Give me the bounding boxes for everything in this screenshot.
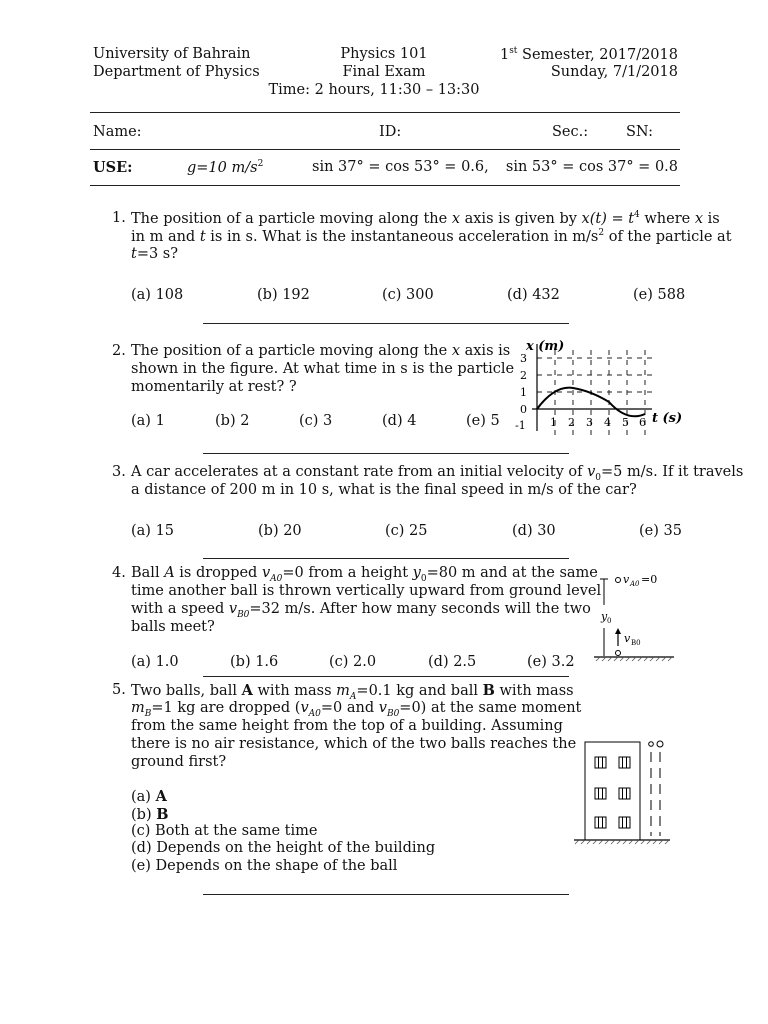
- y-tick-3: 3: [520, 352, 527, 365]
- svg-text:=0: =0: [641, 573, 658, 586]
- question-5-line-4: there is no air resistance, which of the two balls reaches the: [131, 736, 577, 752]
- two-balls-figure: [590, 568, 680, 664]
- question-2-line-2: shown in the figure. At what time in s is the particle: [131, 361, 515, 377]
- department-name: Department of Physics: [93, 64, 260, 80]
- exam-time: Time: 2 hours, 11:30 – 13:30: [268, 82, 480, 98]
- question-3-number: 3.: [112, 464, 126, 480]
- q5-option-d[interactable]: (d) Depends on the height of the building: [131, 840, 436, 856]
- ball-a-icon: [649, 742, 654, 747]
- q4-option-a[interactable]: (a) 1.0: [131, 654, 179, 670]
- question-2-line-3: momentarily at rest? ?: [131, 379, 297, 395]
- question-5-line-5: ground first?: [131, 754, 227, 770]
- q1-option-e[interactable]: (e) 588: [633, 287, 686, 303]
- ball-b-icon: [616, 651, 621, 656]
- x-tick-5: 5: [622, 416, 629, 429]
- q1-option-b[interactable]: (b) 192: [257, 287, 310, 303]
- q1-option-d[interactable]: (d) 432: [507, 287, 560, 303]
- question-2-line-1: The position of a particle moving along the x axis is: [131, 343, 511, 359]
- question-5-divider: [203, 894, 569, 895]
- ball-a-icon: [616, 578, 621, 583]
- question-3-divider: [203, 558, 569, 559]
- building: [585, 742, 640, 840]
- q3-option-b[interactable]: (b) 20: [258, 523, 302, 539]
- question-4-divider: [203, 676, 569, 677]
- sn-field-label: SN:: [626, 124, 653, 140]
- up-arrow-icon: [615, 628, 621, 634]
- ball-b-icon: [657, 741, 663, 747]
- q3-option-c[interactable]: (c) 25: [385, 523, 428, 539]
- gravity-constant: g=10 $m/s^2$: [187, 159, 264, 176]
- question-4-number: 4.: [112, 565, 126, 581]
- q3-option-e[interactable]: (e) 35: [639, 523, 682, 539]
- use-row-divider: [90, 185, 680, 186]
- use-label: USE:: [93, 159, 133, 176]
- question-4-line-4: balls meet?: [131, 619, 215, 635]
- q4-option-b[interactable]: (b) 1.6: [230, 654, 279, 670]
- graph-y-label: x (m): [526, 339, 565, 354]
- trig-values-2: sin 53° = cos 37° = 0.8: [505, 159, 678, 175]
- semester: 1st Semester, 2017/2018: [499, 46, 678, 63]
- position-time-graph: [512, 336, 682, 436]
- question-3-line-1: A car accelerates at a constant rate from an initial velocity of $v_0=5$ m/s. If it travels: [131, 464, 744, 483]
- q5-option-c[interactable]: (c) Both at the same time: [131, 823, 318, 839]
- svg-text:v: v: [623, 573, 630, 586]
- exam-date: Sunday, 7/1/2018: [550, 64, 678, 80]
- q2-option-e[interactable]: (e) 5: [466, 413, 500, 429]
- svg-text:v: v: [624, 632, 631, 645]
- building-windows: [595, 757, 630, 828]
- y-tick-0: 0: [520, 403, 527, 416]
- course-title: Physics 101: [340, 46, 428, 62]
- graph-x-label: t (s): [652, 411, 682, 426]
- section-field-label: Sec.:: [552, 124, 589, 140]
- y-tick-2: 2: [520, 369, 527, 382]
- question-5-line-3: from the same height from the top of a building. Assuming: [131, 718, 563, 734]
- question-4-line-3: with a speed $v_{B0}=32$ m/s. After how many seconds will the two: [131, 601, 591, 620]
- x-tick-6: 6: [639, 416, 646, 429]
- svg-text:0: 0: [607, 617, 612, 625]
- q4-option-c[interactable]: (c) 2.0: [329, 654, 377, 670]
- question-1-line-1: The position of a particle moving along the x axis is given by $x(t) = t^4$ where x is: [131, 210, 720, 227]
- x-tick-1: 1: [550, 416, 557, 429]
- question-1-line-3: t=3 s?: [131, 246, 179, 262]
- q3-option-a[interactable]: (a) 15: [131, 523, 175, 539]
- question-2-number: 2.: [112, 343, 126, 359]
- question-1-number: 1.: [112, 210, 126, 226]
- svg-text:B0: B0: [631, 639, 641, 647]
- q4-option-d[interactable]: (d) 2.5: [428, 654, 477, 670]
- q5-option-b[interactable]: (b) B: [131, 806, 169, 823]
- trig-values-1: sin 37° = cos 53° = 0.6,: [312, 159, 489, 175]
- q2-option-a[interactable]: (a) 1: [131, 413, 165, 429]
- q4-option-e[interactable]: (e) 3.2: [527, 654, 575, 670]
- x-tick-4: 4: [604, 416, 611, 429]
- q2-option-c[interactable]: (c) 3: [299, 413, 333, 429]
- y-tick-1: 1: [520, 386, 527, 399]
- question-2-divider: [203, 453, 569, 454]
- question-1-divider: [203, 323, 569, 324]
- q2-option-d[interactable]: (d) 4: [382, 413, 417, 429]
- name-field-label: Name:: [93, 124, 142, 140]
- x-tick-2: 2: [568, 416, 575, 429]
- university-name: University of Bahrain: [93, 46, 251, 62]
- id-field-label: ID:: [379, 124, 402, 140]
- question-5-line-2: $m_B=1$ kg are dropped ($v_{A0}=0$ and $v_{B0}=0$) at the same moment: [131, 700, 582, 719]
- q5-option-e[interactable]: (e) Depends on the shape of the ball: [131, 858, 398, 874]
- question-5-line-1: Two balls, ball A with mass $m_A=0.1$ kg and ball B with mass: [131, 682, 574, 702]
- x-tick-3: 3: [586, 416, 593, 429]
- svg-text:A0: A0: [630, 580, 640, 588]
- question-1-line-2: in m and t is in s. What is the instantaneous acceleration in $m/s^2$ of the particle at: [131, 228, 732, 245]
- id-row-divider: [90, 149, 680, 150]
- q2-option-b[interactable]: (b) 2: [215, 413, 250, 429]
- building-figure: [572, 736, 672, 848]
- question-5-number: 5.: [112, 682, 126, 698]
- header-divider: [90, 112, 680, 113]
- question-4-line-1: Ball A is dropped $v_{A0}=0$ from a height $y_0=80$ m and at the same: [131, 565, 598, 584]
- q5-option-a[interactable]: (a) A: [131, 788, 167, 805]
- question-3-line-2: a distance of 200 m in 10 s, what is the final speed in m/s of the car?: [131, 482, 637, 498]
- q1-option-c[interactable]: (c) 300: [382, 287, 434, 303]
- svg-text:y: y: [601, 610, 608, 623]
- y-tick-neg1: -1: [515, 419, 526, 432]
- q3-option-d[interactable]: (d) 30: [512, 523, 556, 539]
- exam-title: Final Exam: [342, 64, 426, 80]
- question-4-line-2: time another ball is thrown vertically upward from ground level: [131, 583, 602, 599]
- q1-option-a[interactable]: (a) 108: [131, 287, 184, 303]
